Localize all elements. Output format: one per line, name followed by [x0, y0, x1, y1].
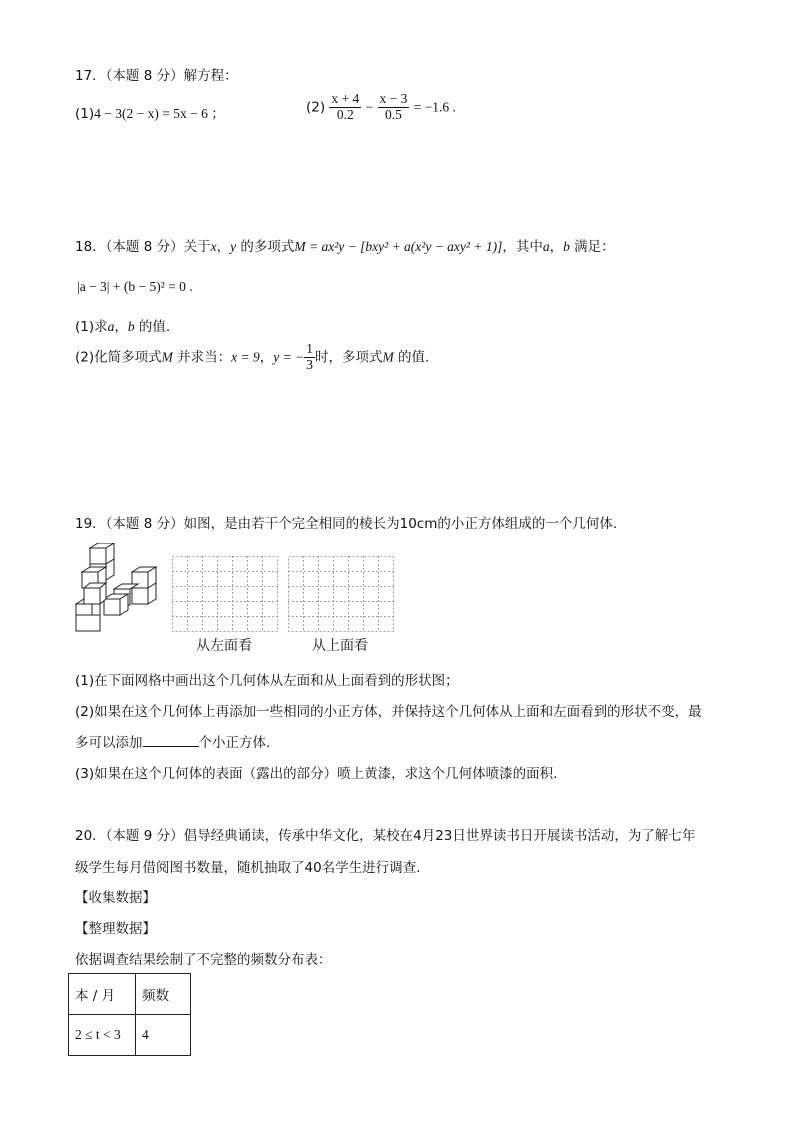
- q18-part2-fraction: [304, 342, 315, 373]
- q18-part2-text-2: 并求当：: [172, 349, 232, 366]
- q20-line1: 20．（本题 9 分）倡导经典诵读，传承中华文化，某校在4月23日世界读书日开展读书活动，为了解七年: [75, 828, 696, 844]
- q18-part2-x: x = 9: [231, 349, 260, 365]
- q18-sep: ，: [216, 239, 231, 255]
- q18-part2-var-M-2: M: [382, 349, 394, 365]
- table-row: [69, 1015, 191, 1056]
- q18-condition: |a − 3| + (b − 5)² = 0 .: [77, 279, 193, 294]
- label-top-view: 从上面看: [312, 639, 368, 654]
- q17-fraction-1: [329, 92, 361, 123]
- q19-part2-text-2: 个小正方体.: [198, 735, 271, 751]
- q18-part1-var-b: b: [127, 319, 135, 334]
- q18-part2: [75, 342, 429, 373]
- q18-part1-var-a: a: [107, 319, 115, 334]
- q19-part1: (1)在下面网格中画出这个几何体从左面和从上面看到的形状图；: [75, 673, 459, 689]
- table-header-cell: 本 / 月: [69, 974, 136, 1015]
- q17-minus: −: [365, 99, 374, 115]
- q18-part2-fraction-num: 1: [306, 341, 313, 356]
- q18-polynomial: M = ax²y − [bxy² + a(x²y − axy² + 1)]: [294, 239, 503, 254]
- q18-part2-var-M: M: [161, 349, 173, 365]
- frequency-table: [68, 973, 191, 1056]
- q18-part1: [75, 315, 170, 335]
- table-intro: 依据调查结果绘制了不完整的频数分布表：: [75, 952, 332, 968]
- q18-title-text-2: 的多项式: [236, 239, 295, 255]
- top-view-grid[interactable]: [288, 556, 394, 632]
- q18-sep-2: ，: [549, 239, 564, 255]
- table-header-row: [69, 974, 191, 1015]
- q17-fraction-2-numerator: x − 3: [379, 91, 408, 106]
- section-organize-data: 【整理数据】: [75, 921, 156, 937]
- table-cell: 2 ≤ t < 3: [69, 1015, 136, 1056]
- q19-title: 19．（本题 8 分）如图，是由若干个完全相同的棱长为10cm的小正方体组成的一个几何体.: [75, 516, 618, 532]
- q18-part1-text-2: 的值.: [134, 319, 171, 335]
- q18-part2-y: y = −: [273, 349, 305, 365]
- q19-part3: (3)如果在这个几何体的表面（露出的部分）喷上黄漆，求这个几何体喷漆的面积.: [75, 766, 558, 782]
- left-view-grid[interactable]: [172, 556, 278, 632]
- q17-rhs: = −1.6 .: [413, 99, 456, 115]
- q18-part2-text-4: 的值.: [393, 349, 430, 366]
- q18-part2-fraction-den: 3: [306, 356, 313, 372]
- q17-part2-label: (2): [306, 99, 326, 116]
- q18-title-text-3: ，其中: [502, 239, 543, 255]
- q18-var-b: b: [563, 239, 570, 254]
- table-cell: 4: [136, 1015, 191, 1056]
- q17-fraction-2-denominator: 0.5: [385, 106, 402, 122]
- q18-var-y: y: [230, 239, 237, 254]
- q17-fraction-2: [378, 92, 410, 123]
- q17-part1-label: (1): [75, 106, 95, 122]
- q17-part1: [75, 102, 225, 122]
- q17-part1-equation: 4 − 3(2 − x) = 5x − 6 ；: [94, 106, 225, 121]
- q17-fraction-1-denominator: 0.2: [336, 106, 354, 122]
- cube-figure: [74, 543, 162, 633]
- q18-var-x: x: [210, 239, 217, 254]
- q20-line2: 级学生每月借阅图书数量，随机抽取了40名学生进行调查.: [75, 860, 421, 876]
- label-left-view: 从左面看: [196, 639, 252, 654]
- q17-title: 17．（本题 8 分）解方程：: [75, 68, 238, 84]
- q18-part1-text: (1)求: [75, 319, 108, 335]
- q18-title-text: 18．（本题 8 分）关于: [75, 239, 211, 255]
- q18-title-text-4: 满足：: [569, 239, 615, 255]
- q18-title: [75, 235, 615, 255]
- q17-fraction-1-numerator: x + 4: [331, 91, 360, 106]
- q19-part2-line1: (2)如果在这个几何体上再添加一些相同的小正方体，并保持这个几何体从上面和左面看到的形状不变，最: [75, 704, 702, 720]
- q19-part2-text: 多可以添加: [75, 735, 143, 751]
- q18-part1-sep: ，: [114, 319, 128, 335]
- q18-part2-text-3: 时，多项式: [315, 349, 383, 366]
- q18-part2-sep: ，: [259, 349, 274, 366]
- q18-var-a: a: [542, 239, 550, 254]
- q19-part2-line2: [75, 731, 270, 751]
- table-header-cell: 频数: [136, 974, 191, 1015]
- answer-blank[interactable]: [143, 734, 199, 747]
- section-collect-data: 【收集数据】: [75, 890, 156, 906]
- q18-part2-text: (2)化简多项式: [75, 349, 162, 366]
- q17-part2: [306, 92, 456, 123]
